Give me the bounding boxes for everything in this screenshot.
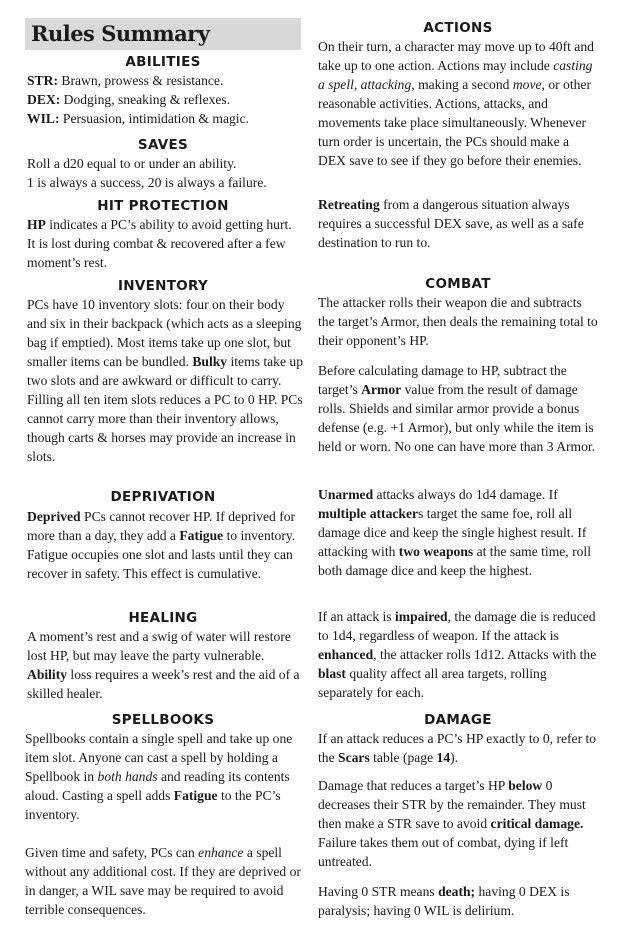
heading-abilities: ABILITIES xyxy=(125,54,201,70)
combat-para-4: If an attack is impaired, the damage die is reduced to 1d4, regardless of weapon. If the attack is enhanced, the attacker rolls 1d12. Attacks with the blast quality affect all area targets, rolling separately for each. xyxy=(318,609,597,700)
damage-para-1: If an attack reduces a PC’s HP exactly to 0, refer to the Scars table (page 14). xyxy=(318,731,597,765)
damage-para-3: Having 0 STR means death; having 0 DEX is paralysis; having 0 WIL is delirium. xyxy=(318,884,570,918)
heading-deprivation: DEPRIVATION xyxy=(110,489,216,505)
saves-text: Roll a d20 equal to or under an ability. 1 is always a success, 20 is always a failure. xyxy=(27,156,267,190)
ability-wil: WIL: Persuasion, intimidation & magic. xyxy=(27,111,250,126)
ability-dex: DEX: Dodging, sneaking & reflexes. xyxy=(27,92,231,107)
inventory-text: PCs have 10 inventory slots: four on their body and six in their backpack (which acts as a sleeping bag if emptied). Most items take up one slot, but smaller items can be bundled. Bulky items take up two slots and are awkward or difficult to carry. Filling all ten item slots reduces a PC to 0 HP. PCs cannot carry more than their inventory allows, though carts & horses may provide an increase in slots. xyxy=(27,297,303,464)
combat-para-2: Before calculating damage to HP, subtract the target’s Armor value from the result of damage rolls. Shields and similar armor provide a bonus defense (e.g. +1 Armor), but only while the item is held or worn. No one can have more than 3 Armor. xyxy=(318,363,596,454)
heading-combat: COMBAT xyxy=(425,276,491,292)
heading-inventory: INVENTORY xyxy=(117,278,209,294)
spellbooks-enhance-text: Given time and safety, PCs can enhance a spell without any additional cost. If they are deprived or in danger, a WIL save may be required to avoid terrible consequences. xyxy=(25,845,301,917)
heading-spellbooks: SPELLBOOKS xyxy=(111,712,215,728)
combat-para-1: The attacker rolls their weapon die and subtracts the target’s Armor, then deals the remaining total to their opponent’s HP. xyxy=(318,295,598,348)
heading-saves: SAVES xyxy=(137,137,189,153)
title-banner xyxy=(25,18,301,50)
deprivation-text: Deprived PCs cannot recover HP. If deprived for more than a day, they add a Fatigue to inventory. Fatigue occupies one slot and lasts until they can recover in safety. This effect is cumulative. xyxy=(27,509,296,581)
actions-text: On their turn, a character may move up to 40ft and take up to one action. Actions may include casting a spell, attacking, making a second move, or other reasonable activities. Actions, attacks, and movements take place simultaneously. Whenever turn order is uncertain, the PCs should make a DEX save to see if they go before their enemies. xyxy=(318,39,594,168)
combat-para-3: Unarmed attacks always do 1d4 damage. If multiple attackers target the same foe, roll all damage dice and keep the single highest result. If attacking with two weapons at the same time, roll both damage dice and keep the highest. xyxy=(318,487,591,578)
spellbooks-text: Spellbooks contain a single spell and take up one item slot. Anyone can cast a spell by holding a Spellbook in both hands and reading its contents aloud. Casting a spell adds Fatigue to the PC’s inventory. xyxy=(25,731,293,822)
heading-damage: DAMAGE xyxy=(424,712,492,728)
ability-str: STR: Brawn, prowess & resistance. xyxy=(27,73,224,88)
page-title: Rules Summary xyxy=(31,21,210,46)
heading-actions: ACTIONS xyxy=(423,20,493,36)
abilities-list xyxy=(27,71,303,128)
damage-para-2: Damage that reduces a target’s HP below 0 decreases their STR by the remainder. They must then make a STR save to avoid critical damage. Failure takes them out of combat, dying if left untreated. xyxy=(318,778,586,869)
heading-hit-protection: HIT PROTECTION xyxy=(97,198,229,214)
retreating-text: Retreating from a dangerous situation always requires a successful DEX save, as well as a safe destination to run to. xyxy=(318,197,584,250)
heading-healing: HEALING xyxy=(128,610,198,626)
hit-protection-text: HP indicates a PC’s ability to avoid getting hurt. It is lost during combat & recovered after a few moment’s rest. xyxy=(27,217,292,270)
healing-text: A moment’s rest and a swig of water will restore lost HP, but may leave the party vulnerable. Ability loss requires a week’s rest and the aid of a skilled healer. xyxy=(27,629,300,701)
